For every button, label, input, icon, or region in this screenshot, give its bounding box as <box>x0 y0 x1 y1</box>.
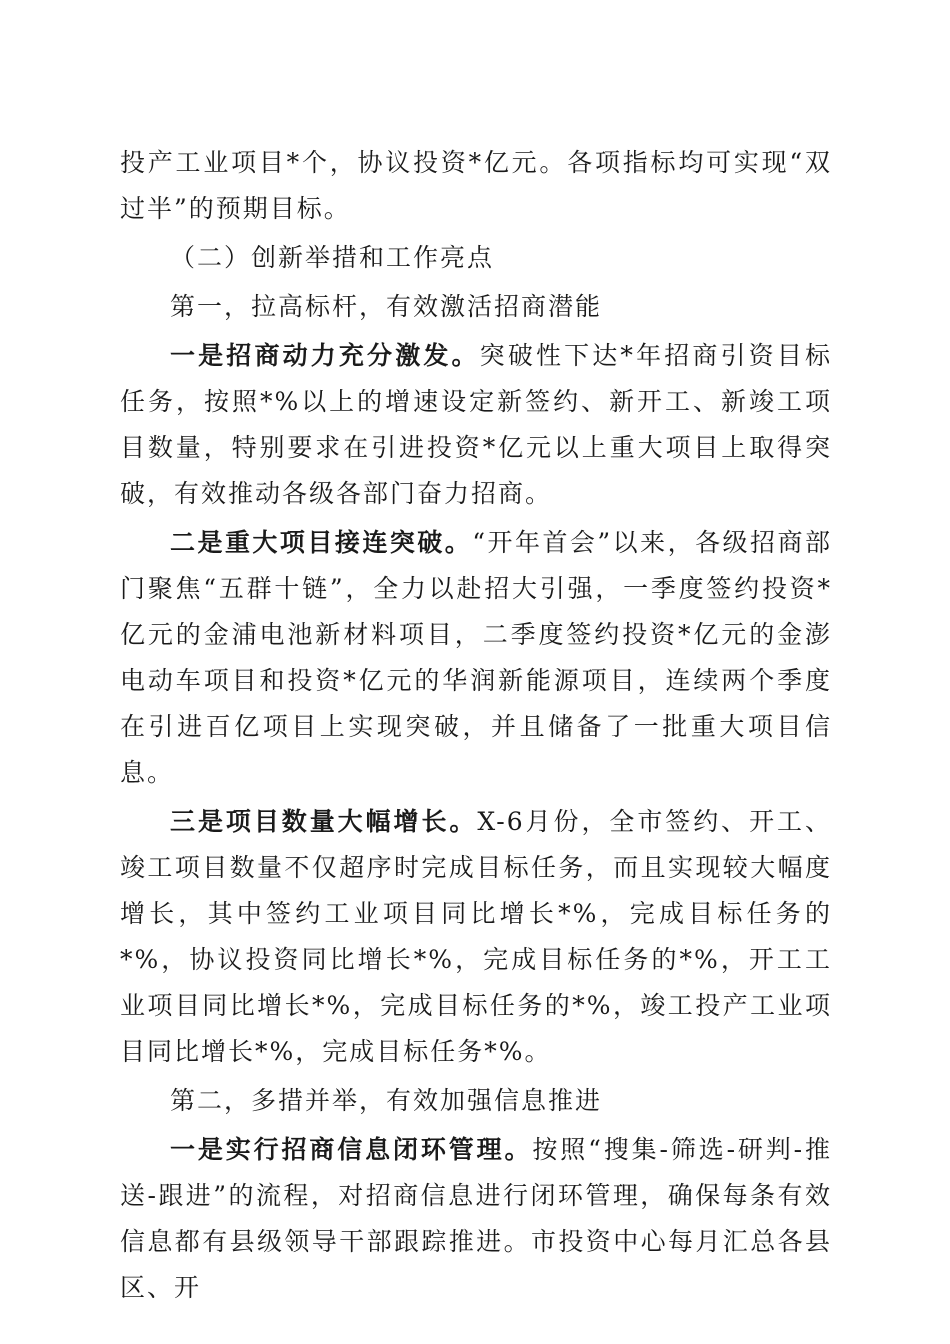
paragraph-1 <box>120 140 832 232</box>
section-heading <box>120 235 832 281</box>
paragraph-6-lead: 三是项目数量大幅增长。 <box>170 807 478 836</box>
paragraph-8-text: 按照“搜集-筛选-研判-推送-跟进”的流程，对招商信息进行闭环管理，确保每条有效信息都有县级领导干部跟踪推进。市投资中心每月汇总各县区、开 <box>120 1135 832 1302</box>
paragraph-6-text: X-6月份，全市签约、开工、竣工项目数量不仅超序时完成目标任务，而且实现较大幅度增长，其中签约工业项目同比增长*%，完成目标任务的*%，协议投资同比增长*%，完成目标任务的*%，开工工业项目同比增长*%，完成目标任务的*%，竣工投产工业项目同比增长*%，完成目标任务*%。 <box>120 807 832 1066</box>
paragraph-6 <box>120 799 832 1075</box>
paragraph-8-lead: 一是实行招商信息闭环管理。 <box>170 1135 533 1164</box>
paragraph-5-lead: 二是重大项目接连突破。 <box>170 528 473 557</box>
paragraph-5-text: “开年首会”以来，各级招商部门聚焦“五群十链”，全力以赴招大引强，一季度签约投资*亿元的金浦电池新材料项目，二季度签约投资*亿元的金澎电动车项目和投资*亿元的华润新能源项目，连续两个季度在引进百亿项目上实现突破，并且储备了一批重大项目信息。 <box>120 528 832 787</box>
section-heading-text: （二）创新举措和工作亮点 <box>170 243 495 272</box>
subsection-heading-2 <box>120 1078 832 1124</box>
paragraph-4 <box>120 333 832 517</box>
subsection-heading-1 <box>120 284 832 330</box>
paragraph-4-lead: 一是招商动力充分激发。 <box>170 341 480 370</box>
document-body <box>120 140 832 1314</box>
paragraph-4-text: 突破性下达*年招商引资目标任务，按照*%以上的增速设定新签约、新开工、新竣工项目数量，特别要求在引进投资*亿元以上重大项目上取得突破，有效推动各级各部门奋力招商。 <box>120 341 832 508</box>
paragraph-5 <box>120 520 832 796</box>
paragraph-1-text: 投产工业项目*个，协议投资*亿元。各项指标均可实现“双过半”的预期目标。 <box>120 148 832 223</box>
paragraph-8 <box>120 1127 832 1311</box>
subsection-heading-1-text: 第一，拉高标杆，有效激活招商潜能 <box>170 292 603 321</box>
subsection-heading-2-text: 第二，多措并举，有效加强信息推进 <box>170 1086 603 1115</box>
